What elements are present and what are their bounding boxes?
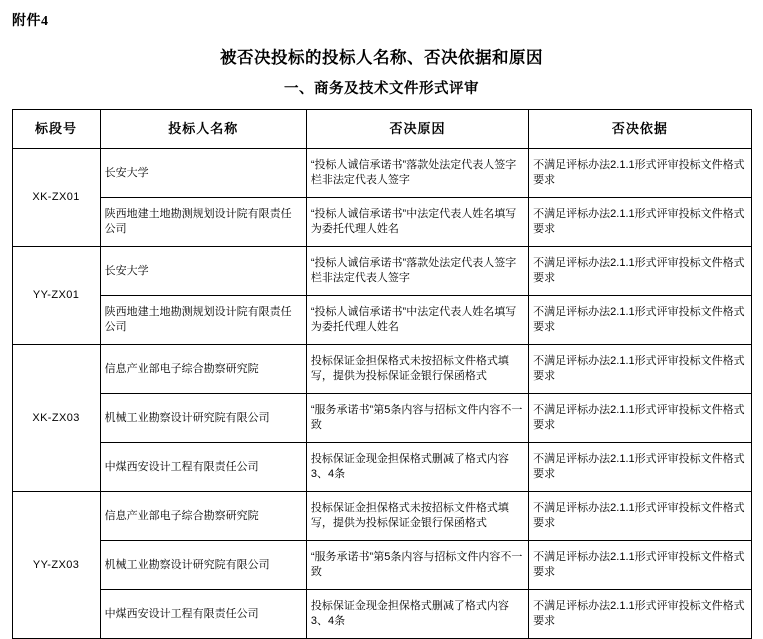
cell-basis: 不满足评标办法2.1.1形式评审投标文件格式要求 (529, 443, 751, 492)
cell-reason: 投标保证金担保格式未按招标文件格式填写，提供为投标保证金银行保函格式 (306, 492, 528, 541)
cell-reason: “投标人诚信承诺书”落款处法定代表人签字栏非法定代表人签字 (306, 247, 528, 296)
column-header-reason: 否决原因 (306, 110, 528, 149)
cell-basis: 不满足评标办法2.1.1形式评审投标文件格式要求 (529, 247, 751, 296)
table-row (12, 394, 751, 443)
cell-bidder: 中煤西安设计工程有限责任公司 (100, 590, 306, 639)
table-row (12, 198, 751, 247)
cell-bidder: 长安大学 (100, 247, 306, 296)
cell-basis: 不满足评标办法2.1.1形式评审投标文件格式要求 (529, 149, 751, 198)
cell-basis: 不满足评标办法2.1.1形式评审投标文件格式要求 (529, 541, 751, 590)
cell-bidder: 长安大学 (100, 149, 306, 198)
table-header-row (12, 110, 751, 149)
cell-bidder: 中煤西安设计工程有限责任公司 (100, 443, 306, 492)
table-row (12, 443, 751, 492)
table-row (12, 492, 751, 541)
table-header (12, 110, 751, 149)
cell-lot: YY-ZX01 (12, 247, 100, 345)
cell-basis: 不满足评标办法2.1.1形式评审投标文件格式要求 (529, 296, 751, 345)
cell-reason: 投标保证金现金担保格式删减了格式内容3、4条 (306, 443, 528, 492)
column-header-basis: 否决依据 (529, 110, 751, 149)
table-row (12, 296, 751, 345)
column-header-lot: 标段号 (12, 110, 100, 149)
attachment-label: 附件4 (12, 14, 49, 29)
cell-reason: “投标人诚信承诺书”中法定代表人姓名填写为委托代理人姓名 (306, 296, 528, 345)
cell-basis: 不满足评标办法2.1.1形式评审投标文件格式要求 (529, 590, 751, 639)
cell-lot: XK-ZX01 (12, 149, 100, 247)
table-row (12, 541, 751, 590)
cell-reason: “投标人诚信承诺书”落款处法定代表人签字栏非法定代表人签字 (306, 149, 528, 198)
cell-bidder: 机械工业勘察设计研究院有限公司 (100, 541, 306, 590)
cell-lot: YY-ZX03 (12, 492, 100, 639)
cell-reason: “服务承诺书”第5条内容与招标文件内容不一致 (306, 394, 528, 443)
page-title: 被否决投标的投标人名称、否决依据和原因 (220, 48, 543, 67)
cell-basis: 不满足评标办法2.1.1形式评审投标文件格式要求 (529, 394, 751, 443)
column-header-bidder: 投标人名称 (100, 110, 306, 149)
cell-reason: “服务承诺书”第5条内容与招标文件内容不一致 (306, 541, 528, 590)
cell-basis: 不满足评标办法2.1.1形式评审投标文件格式要求 (529, 345, 751, 394)
cell-bidder: 机械工业勘察设计研究院有限公司 (100, 394, 306, 443)
cell-bidder: 信息产业部电子综合勘察研究院 (100, 345, 306, 394)
table-row (12, 247, 751, 296)
cell-reason: “投标人诚信承诺书”中法定代表人姓名填写为委托代理人姓名 (306, 198, 528, 247)
section-subtitle: 一、商务及技术文件形式评审 (284, 81, 479, 97)
cell-bidder: 信息产业部电子综合勘察研究院 (100, 492, 306, 541)
cell-bidder: 陕西地建土地勘测规划设计院有限责任公司 (100, 296, 306, 345)
rejection-table (12, 109, 752, 639)
cell-reason: 投标保证金现金担保格式删减了格式内容3、4条 (306, 590, 528, 639)
document-page (0, 10, 763, 627)
cell-bidder: 陕西地建土地勘测规划设计院有限责任公司 (100, 198, 306, 247)
cell-basis: 不满足评标办法2.1.1形式评审投标文件格式要求 (529, 198, 751, 247)
table-body (12, 149, 751, 639)
cell-basis: 不满足评标办法2.1.1形式评审投标文件格式要求 (529, 492, 751, 541)
table-row (12, 149, 751, 198)
table-row (12, 590, 751, 639)
table-row (12, 345, 751, 394)
cell-reason: 投标保证金担保格式未按招标文件格式填写，提供为投标保证金银行保函格式 (306, 345, 528, 394)
cell-lot: XK-ZX03 (12, 345, 100, 492)
